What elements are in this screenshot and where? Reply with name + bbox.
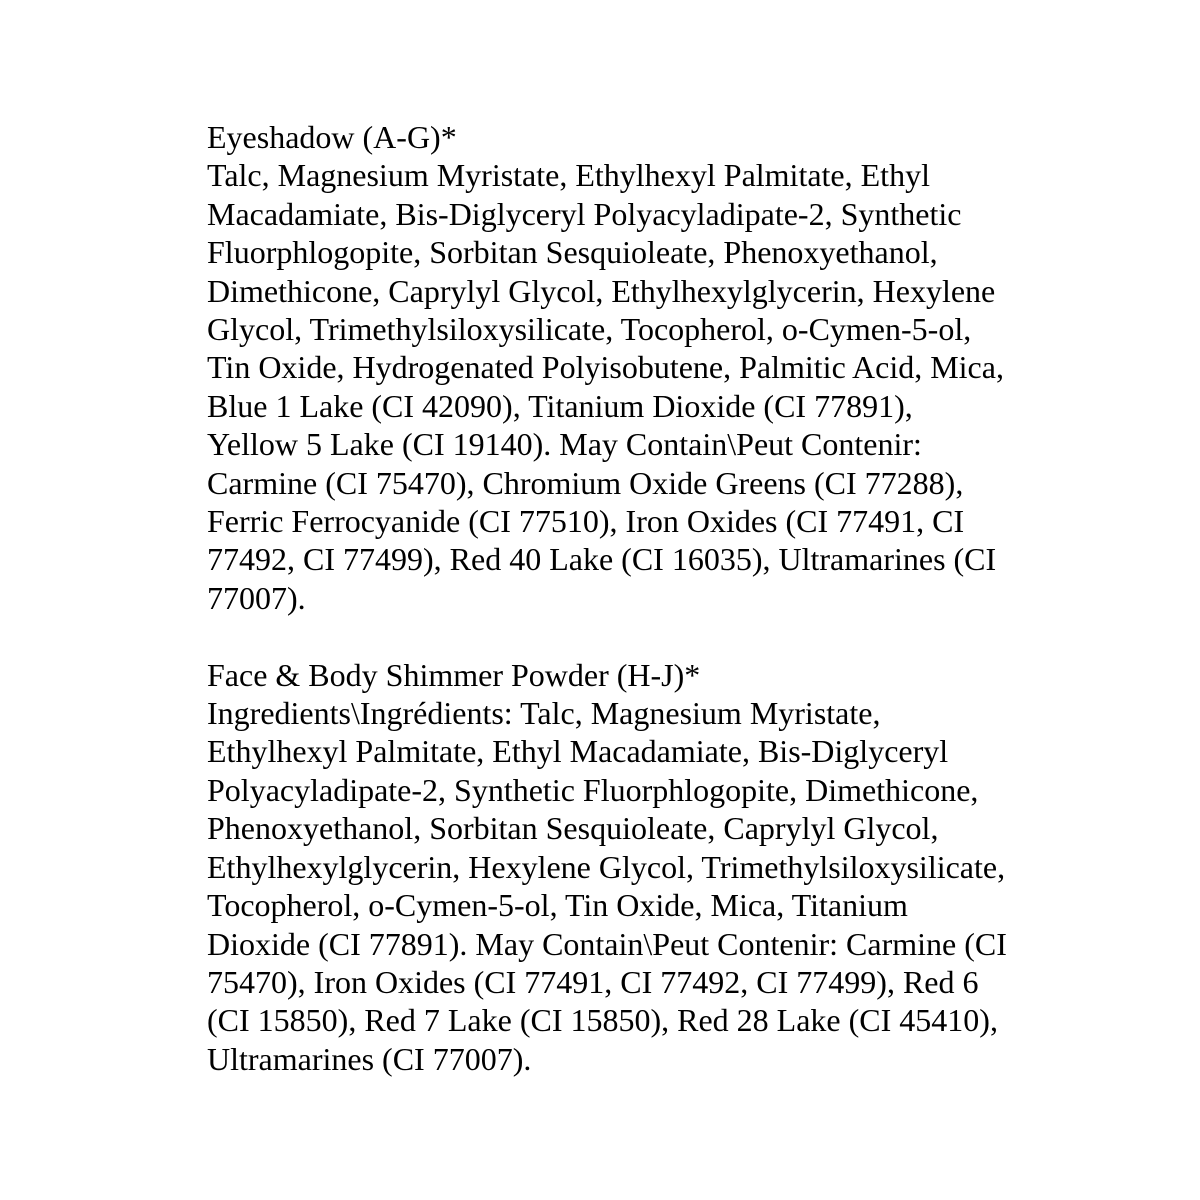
text-line: Fluorphlogopite, Sorbitan Sesquioleate, Phenoxyethanol, xyxy=(207,234,938,271)
text-line: Ultramarines (CI 77007). xyxy=(207,1040,532,1077)
text-line: Phenoxyethanol, Sorbitan Sesquioleate, Caprylyl Glycol, xyxy=(207,810,939,847)
text-line: Carmine (CI 75470), Chromium Oxide Greens (CI 77288), xyxy=(207,464,964,501)
text-line: Ingredients\Ingrédients: Talc, Magnesium Myristate, xyxy=(207,695,881,732)
ingredient-section-face-body-shimmer-powder xyxy=(207,656,1107,1078)
text-line: Blue 1 Lake (CI 42090), Titanium Dioxide (CI 77891), xyxy=(207,387,913,424)
text-line: Dimethicone, Caprylyl Glycol, Ethylhexylglycerin, Hexylene xyxy=(207,272,996,309)
text-line: Ethylhexylglycerin, Hexylene Glycol, Trimethylsiloxysilicate, xyxy=(207,848,1006,885)
text-line: Tocopherol, o-Cymen-5-ol, Tin Oxide, Mica, Titanium xyxy=(207,887,908,924)
text-line: Yellow 5 Lake (CI 19140). May Contain\Peut Contenir: xyxy=(207,426,922,463)
text-line: Macadamiate, Bis-Diglyceryl Polyacyladipate-2, Synthetic xyxy=(207,195,962,232)
ingredient-list-document xyxy=(207,118,1107,1078)
text-line: 77492, CI 77499), Red 40 Lake (CI 16035), Ultramarines (CI xyxy=(207,541,997,578)
ingredient-section-eyeshadow xyxy=(207,118,1107,617)
text-line: Glycol, Trimethylsiloxysilicate, Tocopherol, o-Cymen-5-ol, xyxy=(207,311,972,348)
text-line: Ferric Ferrocyanide (CI 77510), Iron Oxides (CI 77491, CI xyxy=(207,503,965,540)
section-heading: Face & Body Shimmer Powder (H-J)* xyxy=(207,656,701,693)
text-line: Ethylhexyl Palmitate, Ethyl Macadamiate, Bis-Diglyceryl xyxy=(207,733,949,770)
text-line: Talc, Magnesium Myristate, Ethylhexyl Palmitate, Ethyl xyxy=(207,157,930,194)
text-line: 77007). xyxy=(207,579,306,616)
text-line: Polyacyladipate-2, Synthetic Fluorphlogopite, Dimethicone, xyxy=(207,771,979,808)
text-line: Tin Oxide, Hydrogenated Polyisobutene, Palmitic Acid, Mica, xyxy=(207,349,1004,386)
text-line: Dioxide (CI 77891). May Contain\Peut Contenir: Carmine (CI xyxy=(207,925,1007,962)
text-line: 75470), Iron Oxides (CI 77491, CI 77492, CI 77499), Red 6 xyxy=(207,963,979,1000)
section-heading: Eyeshadow (A-G)* xyxy=(207,119,457,155)
text-line: (CI 15850), Red 7 Lake (CI 15850), Red 28 Lake (CI 45410), xyxy=(207,1002,998,1039)
